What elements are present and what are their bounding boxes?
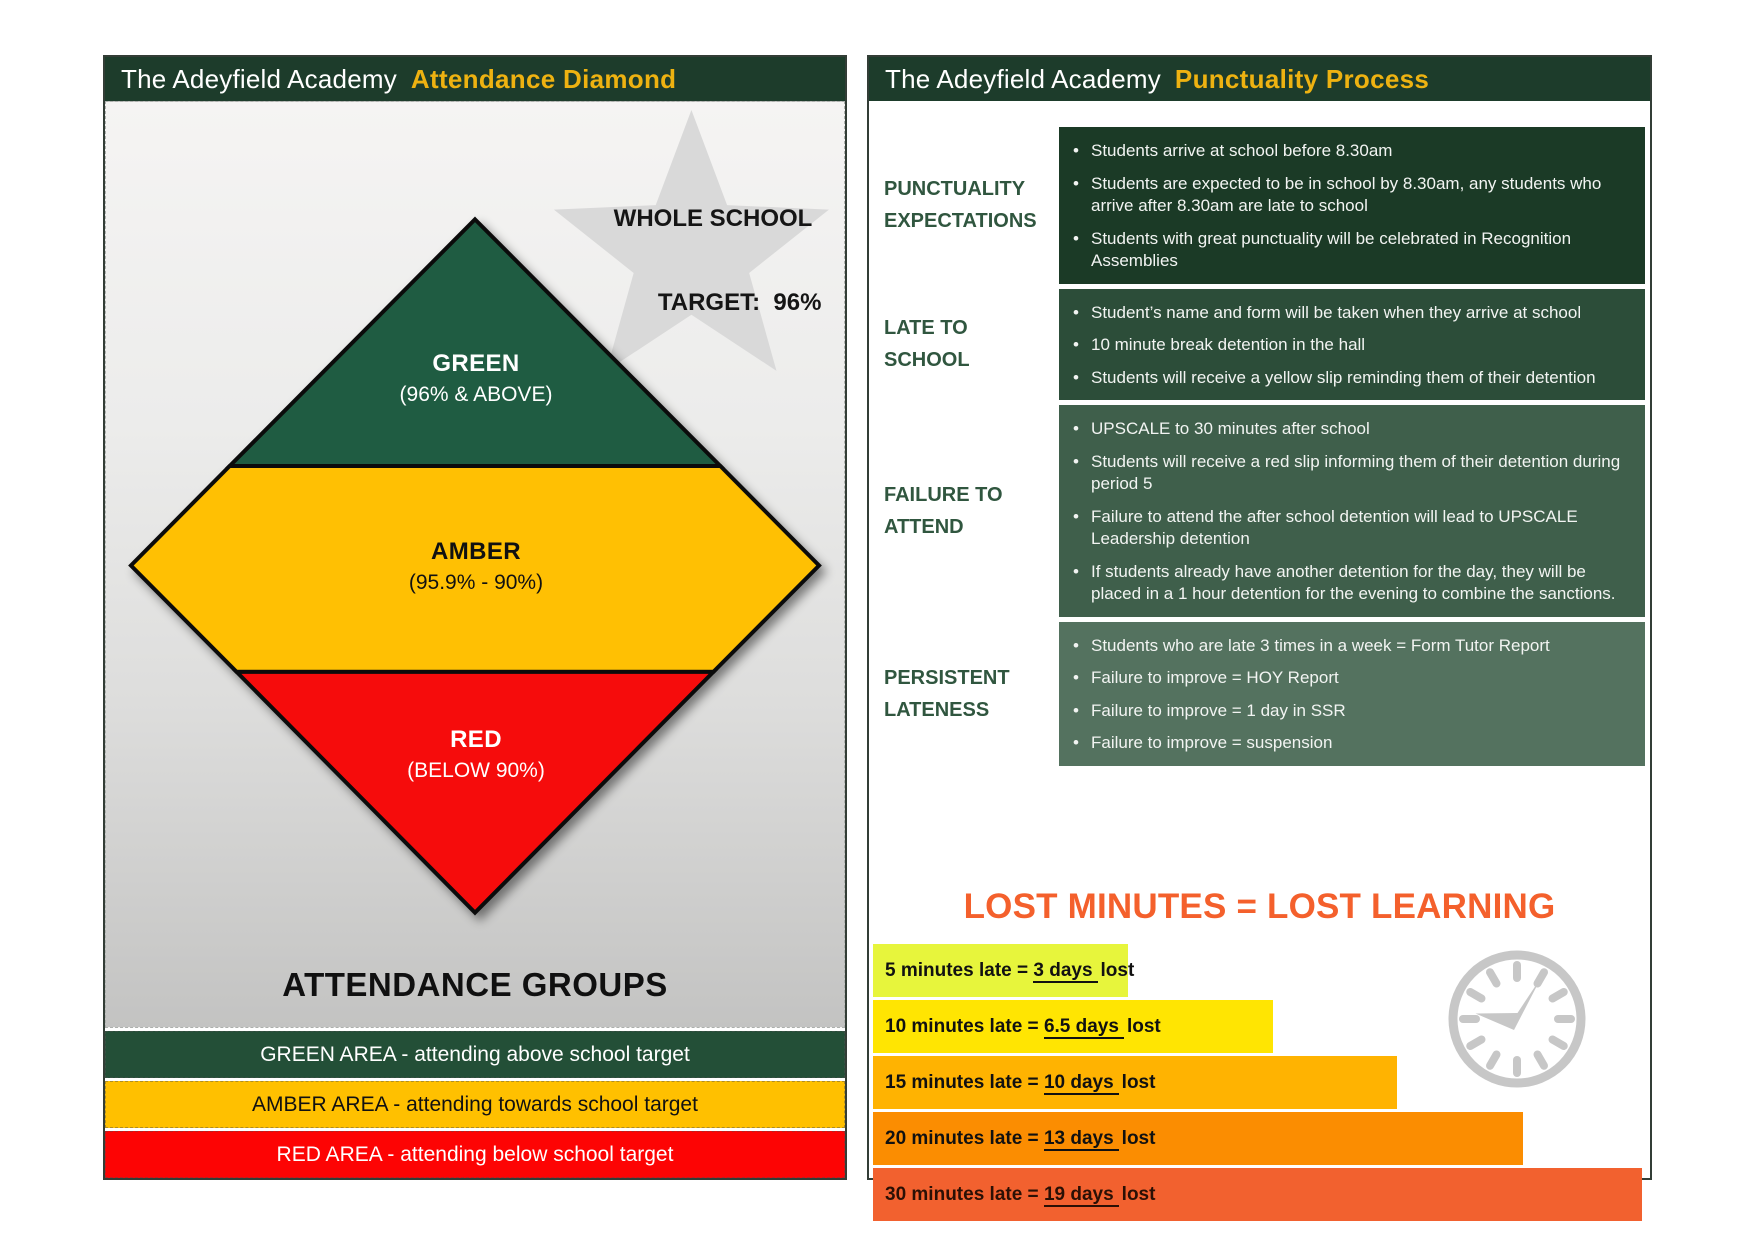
bar-text-prefix: 20 minutes late = bbox=[885, 1128, 1044, 1149]
bullet-dot: • bbox=[1073, 173, 1079, 193]
bullet-dot: • bbox=[1073, 733, 1079, 752]
diamond-red-label bbox=[326, 724, 626, 786]
bullet-item bbox=[1073, 451, 1629, 496]
attendance-group-bars bbox=[105, 1028, 845, 1178]
bar-text-prefix: 5 minutes late = bbox=[885, 960, 1034, 981]
bullet-item bbox=[1073, 667, 1629, 690]
bullet-text: Students with great punctuality will be celebrated in Recognition Assemblies bbox=[1091, 228, 1572, 270]
bullet-dot: • bbox=[1073, 561, 1079, 581]
row-label-line: ATTEND bbox=[884, 515, 964, 538]
bar-days-lost: 19 days bbox=[1044, 1185, 1119, 1207]
row-label-line: LATENESS bbox=[884, 698, 990, 721]
diamond-green-label bbox=[326, 348, 626, 410]
table-row-persistent-lateness bbox=[869, 622, 1645, 766]
bar-days-lost: 13 days bbox=[1044, 1129, 1119, 1151]
late-bar-15min bbox=[873, 1056, 1397, 1109]
row-content-box bbox=[1059, 622, 1645, 766]
bullet-text: Students are expected to be in school by 8.30am, any students who arrive after 8.30am are late to school bbox=[1091, 173, 1602, 215]
row-label bbox=[869, 405, 1059, 617]
bar-days-lost: 3 days bbox=[1033, 961, 1097, 983]
bullet-text: If students already have another detention for the day, they will be placed in a 1 hour detention for the evening to combine the sanctions. bbox=[1091, 561, 1616, 603]
row-label-line: LATE TO bbox=[884, 317, 968, 340]
bullet-item bbox=[1073, 418, 1629, 441]
bullet-dot: • bbox=[1073, 367, 1079, 387]
bar-text-suffix: lost bbox=[1126, 1016, 1161, 1037]
table-row-punctuality-expectations bbox=[869, 127, 1645, 284]
bullet-text: UPSCALE to 30 minutes after school bbox=[1091, 419, 1370, 438]
row-label-line: SCHOOL bbox=[884, 349, 970, 372]
bullet-dot: • bbox=[1073, 635, 1079, 655]
bullet-dot: • bbox=[1073, 668, 1079, 687]
green-section-name: GREEN bbox=[432, 350, 520, 377]
diamond-amber-label bbox=[326, 536, 626, 598]
lost-minutes-heading: LOST MINUTES = LOST LEARNING bbox=[963, 887, 1556, 926]
whole-school-target bbox=[553, 198, 845, 366]
bar-text-suffix: lost bbox=[1100, 960, 1135, 981]
bullet-item bbox=[1073, 173, 1629, 218]
bullet-item bbox=[1073, 732, 1629, 755]
bullet-dot: • bbox=[1073, 700, 1079, 720]
row-label-line: EXPECTATIONS bbox=[884, 210, 1037, 233]
late-bar-20min bbox=[873, 1112, 1523, 1165]
row-content-box bbox=[1059, 289, 1645, 401]
table-row-failure-to-attend bbox=[869, 405, 1645, 617]
bullet-item bbox=[1073, 334, 1629, 357]
punctuality-body bbox=[869, 101, 1650, 1205]
bullet-item bbox=[1073, 561, 1629, 606]
bullet-text: Failure to improve = suspension bbox=[1091, 733, 1333, 752]
bullet-dot: • bbox=[1073, 141, 1079, 160]
row-content-box bbox=[1059, 405, 1645, 617]
right-panel-title: Punctuality Process bbox=[1174, 63, 1430, 94]
left-panel-title: Attendance Diamond bbox=[410, 63, 677, 94]
green-area-bar: GREEN AREA - attending above school target bbox=[105, 1031, 845, 1078]
bullet-item bbox=[1073, 367, 1629, 390]
target-line2: TARGET: 96% bbox=[657, 289, 822, 316]
bullet-text: Students who are late 3 times in a week = Form Tutor Report bbox=[1091, 635, 1550, 655]
row-label bbox=[869, 289, 1059, 401]
red-area-bar: RED AREA - attending below school target bbox=[105, 1131, 845, 1178]
bullet-item bbox=[1073, 228, 1629, 273]
bar-text-suffix: lost bbox=[1121, 1184, 1156, 1205]
bullet-item bbox=[1073, 700, 1629, 723]
school-name: The Adeyfield Academy bbox=[121, 63, 397, 94]
green-section-range: (96% & ABOVE) bbox=[399, 383, 553, 406]
bullet-item bbox=[1073, 302, 1629, 325]
bullet-dot: • bbox=[1073, 451, 1079, 471]
bullet-text: 10 minute break detention in the hall bbox=[1091, 335, 1366, 354]
row-label-line: PERSISTENT bbox=[884, 666, 1010, 689]
attendance-diamond-panel bbox=[103, 55, 847, 1180]
bar-text-prefix: 10 minutes late = bbox=[885, 1016, 1044, 1037]
target-line1: WHOLE SCHOOL bbox=[613, 205, 813, 232]
lost-learning-bars bbox=[873, 944, 1646, 1221]
row-label bbox=[869, 622, 1059, 766]
red-section-range: (BELOW 90%) bbox=[407, 759, 545, 782]
row-label-line: PUNCTUALITY bbox=[884, 178, 1026, 201]
row-label-line: FAILURE TO bbox=[884, 483, 1003, 506]
bullet-dot: • bbox=[1073, 228, 1079, 248]
table-row-late-to-school bbox=[869, 289, 1645, 401]
punctuality-table bbox=[869, 101, 1650, 766]
bullet-dot: • bbox=[1073, 419, 1079, 438]
bar-text-suffix: lost bbox=[1121, 1128, 1156, 1149]
row-label bbox=[869, 127, 1059, 284]
bullet-text: Student’s name and form will be taken when they arrive at school bbox=[1091, 302, 1582, 322]
diamond-canvas bbox=[105, 101, 845, 1028]
bullet-dot: • bbox=[1073, 506, 1079, 526]
bar-days-lost: 6.5 days bbox=[1044, 1017, 1124, 1039]
late-bar-30min bbox=[873, 1168, 1642, 1221]
bar-text-prefix: 30 minutes late = bbox=[885, 1184, 1044, 1205]
bullet-text: Failure to attend the after school detention will lead to UPSCALE Leadership detention bbox=[1091, 506, 1578, 548]
bullet-text: Failure to improve = 1 day in SSR bbox=[1091, 700, 1346, 720]
bar-text-suffix: lost bbox=[1121, 1072, 1156, 1093]
left-panel-header bbox=[105, 57, 845, 101]
row-content-box bbox=[1059, 127, 1645, 284]
bullet-item bbox=[1073, 140, 1629, 163]
late-bar-5min bbox=[873, 944, 1135, 997]
bullet-item bbox=[1073, 506, 1629, 551]
bullet-text: Failure to improve = HOY Report bbox=[1091, 668, 1339, 687]
school-name: The Adeyfield Academy bbox=[885, 63, 1161, 94]
amber-area-bar: AMBER AREA - attending towards school target bbox=[105, 1081, 845, 1128]
late-bar-10min bbox=[873, 1000, 1273, 1053]
diamond-red-section bbox=[237, 672, 714, 913]
punctuality-process-panel bbox=[867, 55, 1652, 1205]
bullet-text: Students will receive a yellow slip reminding them of their detention bbox=[1091, 367, 1596, 387]
bullet-dot: • bbox=[1073, 335, 1079, 354]
bullet-text: Students arrive at school before 8.30am bbox=[1091, 141, 1393, 160]
bullet-item bbox=[1073, 635, 1629, 658]
red-section-name: RED bbox=[450, 726, 502, 753]
amber-section-name: AMBER bbox=[431, 538, 521, 565]
bullet-text: Students will receive a red slip informing them of their detention during period 5 bbox=[1091, 451, 1621, 493]
right-panel-header bbox=[869, 57, 1650, 101]
attendance-groups-title: ATTENDANCE GROUPS bbox=[282, 966, 668, 1003]
bar-text-prefix: 15 minutes late = bbox=[885, 1072, 1044, 1093]
amber-section-range: (95.9% - 90%) bbox=[408, 571, 544, 594]
bar-days-lost: 10 days bbox=[1044, 1073, 1119, 1095]
bullet-dot: • bbox=[1073, 302, 1079, 322]
